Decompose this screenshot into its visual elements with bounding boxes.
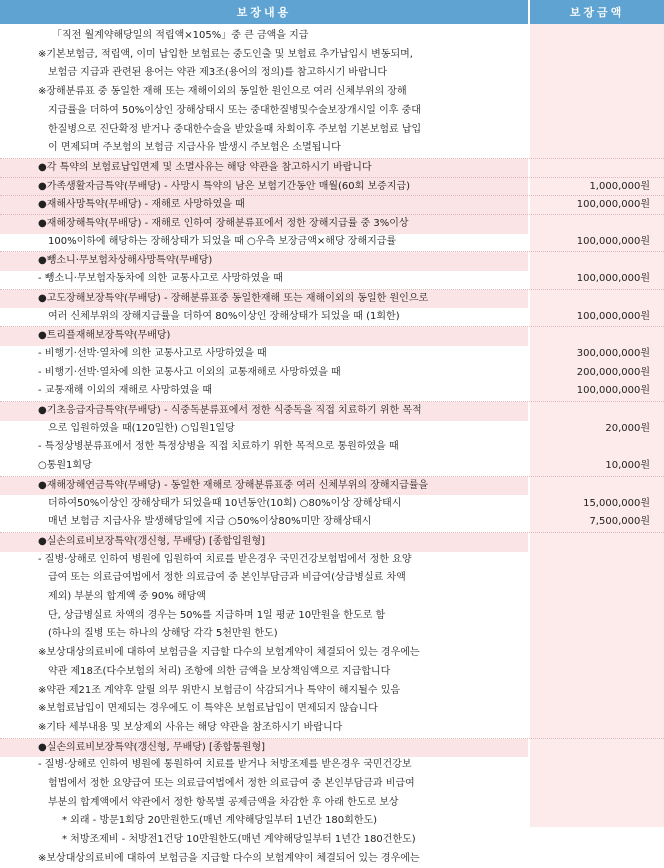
coverage-text: 단, 상급병실료 차액의 경우는 50%를 지급하며 1일 평균 10만원을 한도로 함	[48, 609, 386, 621]
coverage-text: ※보험료납입이 면제되는 경우에도 이 특약은 보험료납입이 면제되지 않습니다	[38, 703, 378, 715]
coverage-text: (하나의 질병 또는 하나의 상해당 각각 5천만원 한도)	[48, 628, 278, 640]
table-row	[0, 607, 664, 626]
coverage-amount: 1,000,000원	[589, 180, 650, 192]
coverage-text: 100%이하에 해당하는 장해상태가 되었을 때 ○우측 보장금액×해당 장해지급률	[48, 235, 397, 247]
coverage-text: - 질병·상해로 인하여 병원에 통원하여 치료를 받거나 처방조제를 받은경우 국민건강보	[38, 759, 412, 771]
table-row	[0, 401, 664, 421]
coverage-amount: 100,000,000원	[576, 235, 650, 247]
coverage-text: 한질병으로 진단확정 받거나 중대한수술을 받았을때 차회이후 주보험 기본보험료 납입	[48, 123, 422, 135]
table-row	[0, 364, 664, 383]
table-row	[0, 588, 664, 607]
table-row	[0, 812, 664, 831]
coverage-text: 여러 신체부위의 장해지급률을 더하여 80%이상인 장해상태가 되었을 때 (1회한)	[48, 310, 400, 322]
table-row	[0, 495, 664, 514]
header-coverage-amount: 보장금액	[530, 0, 664, 24]
table-row	[0, 270, 664, 289]
coverage-text: 급여 또는 의료급여법에서 정한 의료급여 중 본인부담금과 비급여(상급병실료 차액	[48, 572, 406, 584]
table-row	[0, 569, 664, 588]
coverage-text: 으로 입원하였을 때(120일한) ○입원1일당	[48, 422, 235, 434]
coverage-amount: 200,000,000원	[576, 366, 650, 378]
table-row	[0, 532, 664, 552]
coverage-text: 약관 제18조(다수보험의 처리) 조항에 의한 금액을 보상책임액으로 지급합니다	[48, 665, 391, 677]
coverage-text: 제외) 부분의 합계액 중 90% 해당액	[48, 591, 206, 602]
table-row	[0, 289, 664, 309]
coverage-amount: 10,000원	[605, 460, 650, 472]
table-row	[0, 476, 664, 496]
coverage-text: * 외래 - 방문1회당 20만원한도(매년 계약해당일부터 1년간 180회한도)	[62, 815, 378, 827]
table-row	[0, 551, 664, 570]
table-row	[0, 27, 664, 46]
coverage-text: ●재해장해특약(무배당) - 재해로 인하여 장해분류표에서 정한 장해지급률 중 3%이상	[0, 215, 528, 234]
coverage-text: ※기타 세부내용 및 보상제외 사유는 해당 약관을 참조하시기 바랍니다	[38, 721, 343, 733]
table-row	[0, 214, 664, 234]
table-row	[0, 139, 664, 158]
coverage-text: - 비행기·선박·열차에 의한 교통사고로 사망하였을 때	[38, 347, 267, 359]
coverage-text: ●뺑소니·무보험차상해사망특약(무배당)	[0, 252, 528, 271]
table-row	[0, 719, 664, 738]
coverage-text: - 뺑소니·무보험자동차에 의한 교통사고로 사망하였을 때	[38, 273, 283, 285]
coverage-text: ※약관 제21조 계약후 알릴 의무 위반시 보험금이 삭감되거나 특약이 해지될수 있음	[38, 684, 401, 696]
coverage-text: 보험금 지급과 관련된 용어는 약관 제3조(용어의 정의)를 참고하시기 바랍니다	[48, 67, 388, 79]
coverage-text: 「직전 월계약해당일의 적립액×105%」중 큰 금액을 지급	[52, 30, 309, 41]
coverage-text: ●재해사망특약(무배당) - 재해로 사망하였을 때	[0, 196, 528, 215]
table-row	[0, 738, 664, 758]
coverage-amount: 20,000원	[605, 422, 650, 434]
coverage-text: - 교통재해 이외의 재해로 사망하였을 때	[38, 385, 213, 397]
table-row	[0, 308, 664, 327]
coverage-text: ●트리플재해보장특약(무배당)	[0, 327, 528, 346]
coverage-text: ※보상대상의료비에 대하여 보험금을 지급할 다수의 보험계약이 체결되어 있는 경우에는	[38, 647, 420, 659]
coverage-amount: 100,000,000원	[576, 385, 650, 397]
table-row	[0, 682, 664, 701]
coverage-text: ●실손의료비보장특약(갱신형, 무배당) [종합입원형]	[0, 533, 528, 552]
coverage-text: - 질병·상해로 인하여 병원에 입원하여 치료를 받은경우 국민건강보험법에서 정한 요양	[38, 553, 412, 565]
coverage-text: ●실손의료비보장특약(갱신형, 무배당) [종합통원형]	[0, 739, 528, 758]
coverage-text: ●고도장해보장특약(무배당) - 장해분류표중 동일한재해 또는 재해이외의 동일한 원인으로	[0, 290, 528, 309]
table-row	[0, 158, 664, 178]
coverage-amount: 100,000,000원	[576, 310, 650, 322]
table-row	[0, 625, 664, 644]
coverage-text: 더하여50%이상인 장해상태가 되었을때 10년동안(10회) ○80%이상 장해상태시	[48, 497, 402, 509]
table-row	[0, 663, 664, 682]
coverage-amount: 7,500,000원	[589, 516, 650, 528]
coverage-text: 지급률을 더하여 50%이상인 장해상태시 또는 중대한질병및수술보장개시일 이후 중대	[48, 104, 421, 116]
table-row	[0, 195, 664, 215]
coverage-text: 험법에서 정한 요양급여 또는 의료급여법에서 정한 의료급여 중 본인부담금과 비급여	[48, 778, 415, 789]
table-row	[0, 794, 664, 813]
table-row	[0, 756, 664, 775]
header-coverage-content: 보장내용	[0, 0, 528, 24]
table-row	[0, 382, 664, 401]
table-row	[0, 420, 664, 439]
coverage-text: ●기초응급자금특약(무배당) - 식중독분류표에서 정한 식중독을 직접 치료하기 위한 목적	[0, 402, 528, 421]
table-row	[0, 457, 664, 476]
table-row	[0, 775, 664, 794]
table-row	[0, 233, 664, 252]
table-row	[0, 345, 664, 364]
table-row	[0, 83, 664, 102]
coverage-amount: 100,000,000원	[576, 199, 650, 211]
coverage-amount: 300,000,000원	[576, 347, 650, 359]
table-row	[0, 831, 664, 850]
coverage-amount: 100,000,000원	[576, 273, 650, 285]
table-row	[0, 700, 664, 719]
coverage-text: ※장해분류표 중 동일한 재해 또는 재해이외의 동일한 원인으로 여러 신체부위의 장해	[38, 86, 407, 98]
table-row	[0, 326, 664, 346]
coverage-text: - 특정상병분류표에서 정한 특정상병을 직접 치료하기 위한 목적으로 통원하였을 때	[38, 441, 399, 453]
table-row	[0, 513, 664, 532]
table-row	[0, 850, 664, 868]
table-row	[0, 64, 664, 83]
coverage-text: 이 면제되며 주보험의 보험금 지급사유 발생시 주보험은 소멸됩니다	[48, 142, 341, 154]
coverage-amount: 15,000,000원	[583, 497, 650, 509]
coverage-text: ●각 특약의 보험료납입면제 및 소멸사유는 해당 약관을 참고하시기 바랍니다	[0, 159, 528, 178]
table-row	[0, 644, 664, 663]
table-row	[0, 251, 664, 271]
coverage-text: ○통원1회당	[38, 460, 92, 472]
coverage-text: 매년 보험금 지급사유 발생해당일에 지급 ○50%이상80%미만 장해상태시	[48, 516, 372, 528]
coverage-text: - 비행기·선박·열차에 의한 교통사고 이외의 교통재해로 사망하였을 때	[38, 366, 341, 378]
table-row	[0, 46, 664, 65]
coverage-text: * 처방조제비 - 처방전1건당 10만원한도(매년 계약해당일부터 1년간 180건한도)	[62, 834, 416, 846]
table-row	[0, 438, 664, 457]
coverage-text: ●재해장해연금특약(무배당) - 동일한 재해로 장해분류표중 여러 신체부위의 장해지급률을	[0, 477, 528, 496]
coverage-text: ※보상대상의료비에 대하여 보험금을 지급할 다수의 보험계약이 체결되어 있는 경우에는	[38, 852, 420, 864]
table-row	[0, 177, 664, 197]
table-row	[0, 121, 664, 140]
coverage-text: ●가족생활자금특약(무배당) - 사망시 특약의 남은 보험기간동안 매월(60회 보증지급)	[0, 178, 528, 197]
table-row	[0, 102, 664, 121]
coverage-text: 부분의 합계액에서 약관에서 정한 항목별 공제금액을 차감한 후 아래 한도로 보상	[48, 796, 399, 808]
coverage-text: ※기본보험금, 적립액, 이미 납입한 보험료는 중도인출 및 보험료 추가납입시 변동되며,	[38, 48, 413, 60]
